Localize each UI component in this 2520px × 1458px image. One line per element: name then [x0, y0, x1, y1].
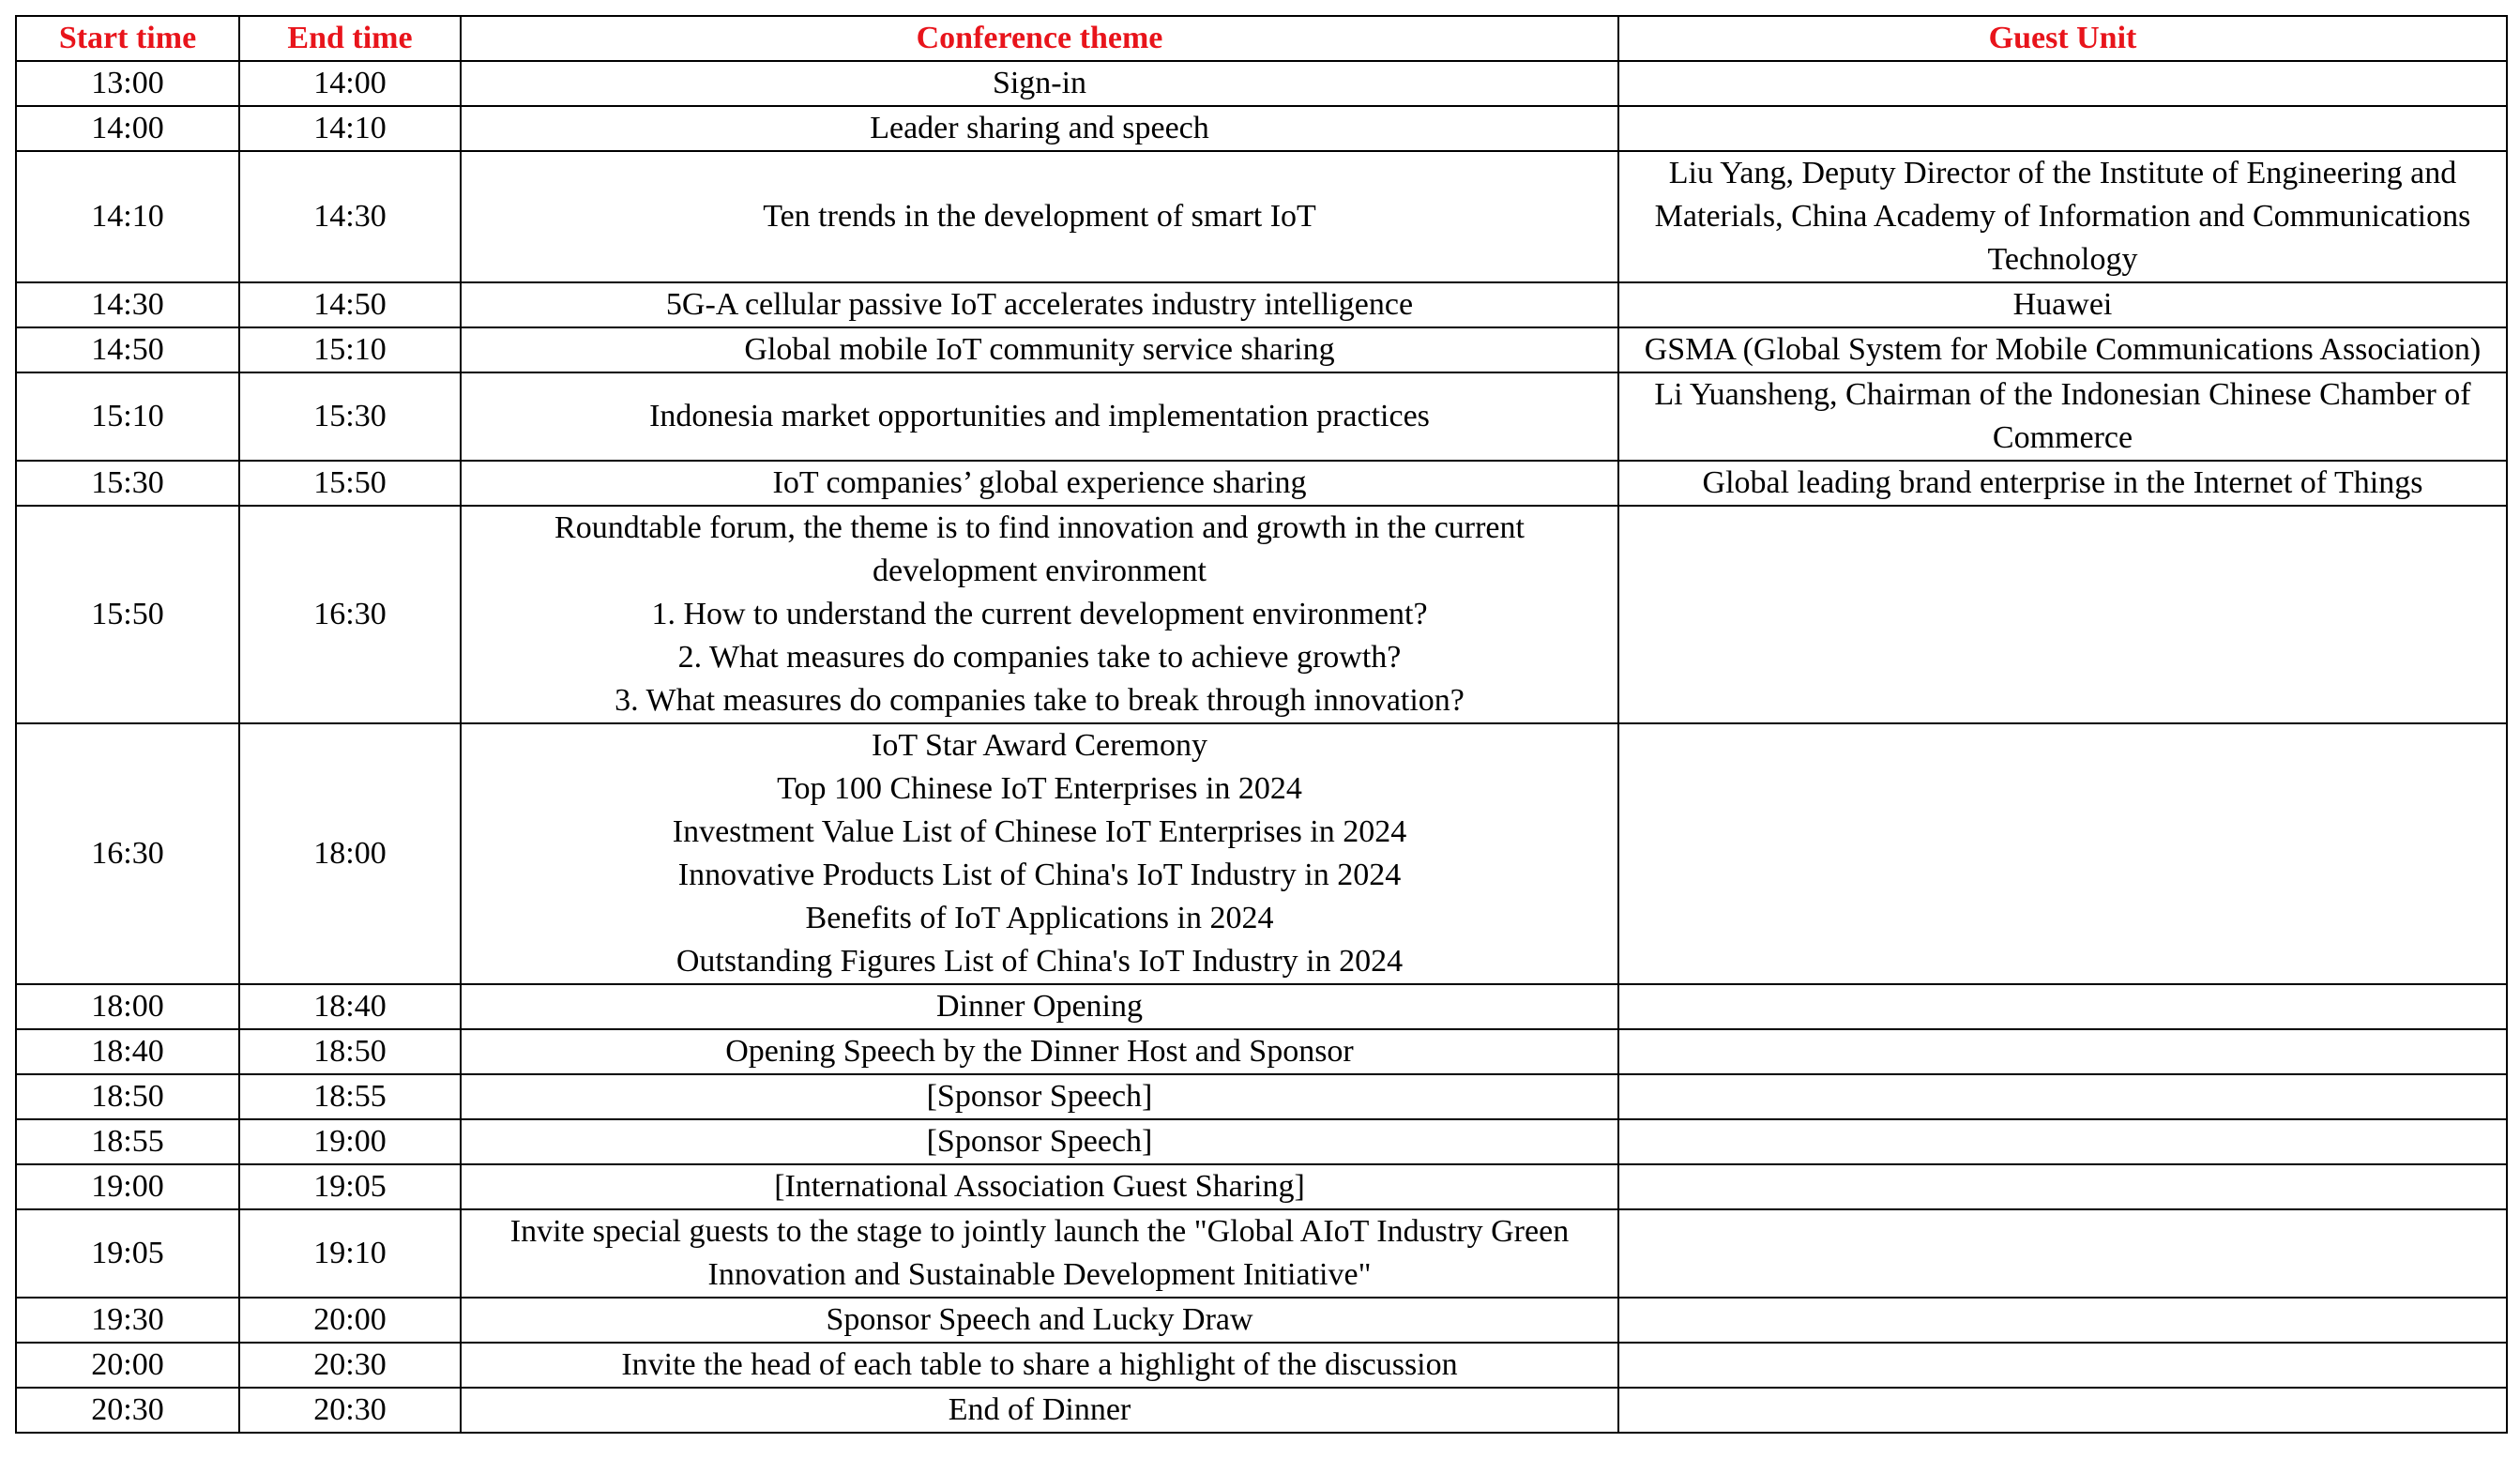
guest-unit-cell: [1618, 1343, 2507, 1388]
end-time-cell: 18:55: [239, 1074, 461, 1119]
guest-line: Global leading brand enterprise in the Internet of Things: [1702, 465, 2423, 500]
header-start-time: Start time: [16, 16, 239, 61]
start-time-cell: 16:30: [16, 723, 239, 984]
start-time-cell: 18:50: [16, 1074, 239, 1119]
conference-theme-cell: [461, 1298, 1618, 1343]
conference-theme-cell: [461, 506, 1618, 723]
end-time-cell: 16:30: [239, 506, 461, 723]
end-time-cell: 14:00: [239, 61, 461, 106]
conference-theme-cell: [461, 1209, 1618, 1298]
theme-line: Indonesia market opportunities and implementation practices: [649, 399, 1430, 433]
conference-theme-cell: [461, 151, 1618, 282]
table-row: [16, 151, 2507, 282]
guest-unit-cell: [1618, 461, 2507, 506]
start-time-cell: 15:30: [16, 461, 239, 506]
theme-line: [Sponsor Speech]: [926, 1079, 1153, 1114]
start-time-cell: 13:00: [16, 61, 239, 106]
theme-line: Invite the head of each table to share a highlight of the discussion: [621, 1347, 1458, 1382]
conference-theme-cell: [461, 984, 1618, 1029]
theme-line: Sponsor Speech and Lucky Draw: [826, 1302, 1253, 1337]
theme-line: End of Dinner: [948, 1392, 1131, 1427]
theme-line: Top 100 Chinese IoT Enterprises in 2024: [777, 771, 1302, 806]
start-time-cell: 14:00: [16, 106, 239, 151]
conference-theme-cell: [461, 1119, 1618, 1164]
theme-line: Leader sharing and speech: [870, 111, 1209, 145]
theme-line: Invite special guests to the stage to jointly launch the "Global AIoT Industry Green: [509, 1214, 1570, 1249]
table-row: [16, 1209, 2507, 1298]
conference-theme-cell: [461, 461, 1618, 506]
guest-unit-cell: [1618, 1209, 2507, 1298]
theme-line: Investment Value List of Chinese IoT Enterprises in 2024: [672, 814, 1407, 849]
start-time-cell: 14:10: [16, 151, 239, 282]
guest-unit-cell: [1618, 372, 2507, 461]
start-time-cell: 18:55: [16, 1119, 239, 1164]
table-row: [16, 282, 2507, 327]
schedule-body: [16, 61, 2507, 1433]
table-row: [16, 506, 2507, 723]
end-time-cell: 18:40: [239, 984, 461, 1029]
end-time-cell: 20:30: [239, 1343, 461, 1388]
end-time-cell: 20:00: [239, 1298, 461, 1343]
header-row: [16, 16, 2507, 61]
conference-theme-cell: [461, 1343, 1618, 1388]
guest-line: Commerce: [1992, 420, 2133, 455]
theme-line: development environment: [873, 554, 1207, 588]
start-time-cell: 20:30: [16, 1388, 239, 1433]
table-row: [16, 1343, 2507, 1388]
theme-line: Ten trends in the development of smart IoT: [763, 199, 1316, 234]
theme-line: Dinner Opening: [935, 989, 1143, 1024]
conference-theme-cell: [461, 1388, 1618, 1433]
guest-line: Technology: [1987, 242, 2138, 277]
theme-line: Opening Speech by the Dinner Host and Sponsor: [725, 1034, 1354, 1069]
guest-line: Huawei: [2012, 287, 2113, 322]
conference-theme-cell: [461, 327, 1618, 372]
guest-unit-cell: [1618, 151, 2507, 282]
header-end-time: End time: [239, 16, 461, 61]
start-time-cell: 18:00: [16, 984, 239, 1029]
guest-unit-cell: [1618, 723, 2507, 984]
start-time-cell: 19:00: [16, 1164, 239, 1209]
start-time-cell: 15:50: [16, 506, 239, 723]
guest-unit-cell: [1618, 106, 2507, 151]
theme-line: 2. What measures do companies take to achieve growth?: [677, 640, 1402, 675]
end-time-cell: 20:30: [239, 1388, 461, 1433]
start-time-cell: 19:30: [16, 1298, 239, 1343]
conference-theme-cell: [461, 1074, 1618, 1119]
theme-line: Global mobile IoT community service sharing: [744, 332, 1335, 367]
start-time-cell: 19:05: [16, 1209, 239, 1298]
end-time-cell: 19:00: [239, 1119, 461, 1164]
guest-unit-cell: [1618, 1298, 2507, 1343]
theme-line: Outstanding Figures List of China's IoT Industry in 2024: [676, 944, 1404, 979]
guest-line: GSMA (Global System for Mobile Communications Association): [1644, 332, 2482, 367]
conference-theme-cell: [461, 282, 1618, 327]
theme-line: 3. What measures do companies take to break through innovation?: [615, 683, 1465, 718]
theme-line: Innovative Products List of China's IoT Industry in 2024: [677, 858, 1402, 892]
table-row: [16, 1388, 2507, 1433]
theme-line: [Sponsor Speech]: [926, 1124, 1153, 1159]
table-row: [16, 1119, 2507, 1164]
guest-unit-cell: [1618, 327, 2507, 372]
end-time-cell: 19:05: [239, 1164, 461, 1209]
start-time-cell: 20:00: [16, 1343, 239, 1388]
theme-line: [International Association Guest Sharing]: [774, 1169, 1305, 1204]
guest-unit-cell: [1618, 1164, 2507, 1209]
theme-line: 1. How to understand the current development environment?: [651, 597, 1428, 631]
guest-unit-cell: [1618, 984, 2507, 1029]
theme-line: IoT companies’ global experience sharing: [772, 465, 1307, 500]
theme-line: Benefits of IoT Applications in 2024: [805, 901, 1274, 935]
guest-unit-cell: [1618, 1119, 2507, 1164]
table-row: [16, 1164, 2507, 1209]
header-guest-unit: Guest Unit: [1618, 16, 2507, 61]
start-time-cell: 14:50: [16, 327, 239, 372]
table-row: [16, 1074, 2507, 1119]
guest-unit-cell: [1618, 1388, 2507, 1433]
theme-line: 5G-A cellular passive IoT accelerates industry intelligence: [665, 287, 1414, 322]
end-time-cell: 18:00: [239, 723, 461, 984]
conference-theme-cell: [461, 106, 1618, 151]
start-time-cell: 15:10: [16, 372, 239, 461]
theme-line: Sign-in: [992, 66, 1087, 100]
end-time-cell: 14:50: [239, 282, 461, 327]
theme-line: IoT Star Award Ceremony: [872, 728, 1207, 763]
conference-theme-cell: [461, 1029, 1618, 1074]
guest-unit-cell: [1618, 1029, 2507, 1074]
table-row: [16, 984, 2507, 1029]
table-row: [16, 723, 2507, 984]
guest-line: Liu Yang, Deputy Director of the Institute of Engineering and: [1668, 156, 2457, 190]
table-row: [16, 327, 2507, 372]
end-time-cell: 15:50: [239, 461, 461, 506]
table-row: [16, 106, 2507, 151]
table-row: [16, 61, 2507, 106]
end-time-cell: 14:30: [239, 151, 461, 282]
conference-theme-cell: [461, 61, 1618, 106]
theme-line: Roundtable forum, the theme is to find innovation and growth in the current: [554, 510, 1525, 545]
guest-line: Materials, China Academy of Information and Communications: [1654, 199, 2471, 234]
table-row: [16, 1298, 2507, 1343]
start-time-cell: 14:30: [16, 282, 239, 327]
schedule-table: [15, 15, 2508, 1434]
guest-unit-cell: [1618, 1074, 2507, 1119]
conference-theme-cell: [461, 1164, 1618, 1209]
end-time-cell: 19:10: [239, 1209, 461, 1298]
end-time-cell: 18:50: [239, 1029, 461, 1074]
end-time-cell: 15:10: [239, 327, 461, 372]
header-conference-theme: Conference theme: [461, 16, 1618, 61]
conference-theme-cell: [461, 723, 1618, 984]
conference-theme-cell: [461, 372, 1618, 461]
table-row: [16, 461, 2507, 506]
guest-unit-cell: [1618, 61, 2507, 106]
guest-unit-cell: [1618, 282, 2507, 327]
theme-line: Innovation and Sustainable Development Initiative": [707, 1257, 1372, 1292]
start-time-cell: 18:40: [16, 1029, 239, 1074]
table-row: [16, 372, 2507, 461]
guest-line: Li Yuansheng, Chairman of the Indonesian Chinese Chamber of: [1654, 377, 2471, 412]
guest-unit-cell: [1618, 506, 2507, 723]
end-time-cell: 14:10: [239, 106, 461, 151]
end-time-cell: 15:30: [239, 372, 461, 461]
table-row: [16, 1029, 2507, 1074]
